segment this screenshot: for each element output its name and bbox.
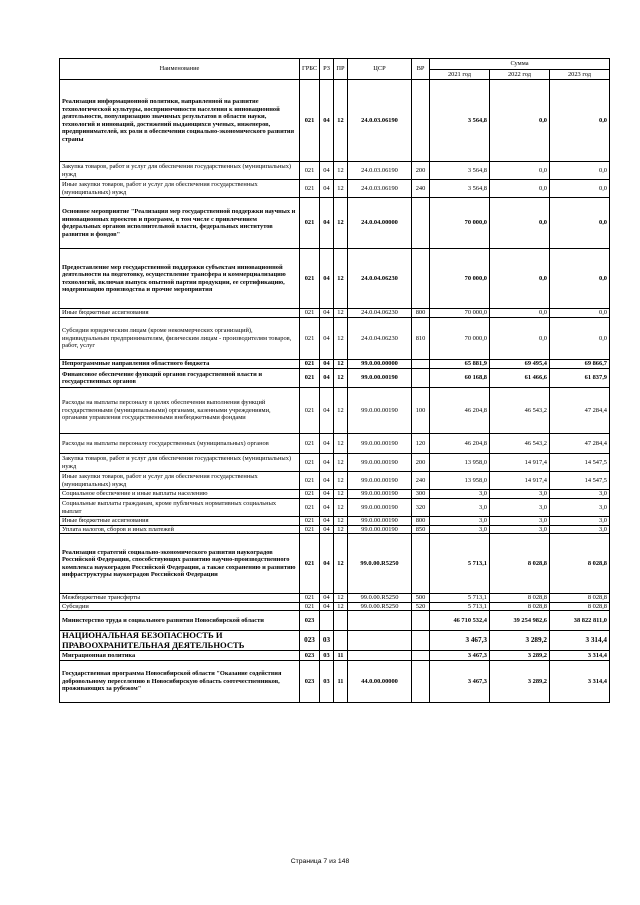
table-row <box>60 249 610 309</box>
row-pr: 12 <box>334 602 348 611</box>
row-sum-2023: 3 314,4 <box>550 651 610 661</box>
row-name: Расходы на выплаты персоналу государственных (муниципальных) органов <box>60 434 300 454</box>
row-pr: 12 <box>334 369 348 388</box>
row-sum-2022: 3 289,2 <box>490 631 550 651</box>
row-sum-2021: 5 713,1 <box>430 534 490 594</box>
row-csr: 44.0.00.00000 <box>348 661 412 703</box>
row-sum-2023: 0,0 <box>550 309 610 318</box>
row-rz: 04 <box>320 318 334 360</box>
row-pr: 12 <box>334 499 348 517</box>
table-row <box>60 499 610 517</box>
row-pr: 12 <box>334 472 348 490</box>
row-name: Предоставление мер государственной поддержки субъектам инновационной деятельности на подготовку, осуществление трансфера и коммерциализацию технологий, включая выпуск опытной партии продукции, ее сертификацию, модернизацию производства и прочие мероприятия <box>60 249 300 309</box>
row-pr: 12 <box>334 525 348 534</box>
row-sum-2021: 3 467,3 <box>430 631 490 651</box>
row-rz: 04 <box>320 80 334 162</box>
row-csr: 99.0.00.00190 <box>348 490 412 499</box>
row-vr: 320 <box>412 499 430 517</box>
table-row <box>60 631 610 651</box>
row-pr: 11 <box>334 661 348 703</box>
row-sum-2021: 3 564,8 <box>430 80 490 162</box>
row-grbs: 021 <box>300 318 320 360</box>
row-rz <box>320 611 334 631</box>
header-year-2022: 2022 год <box>490 70 550 80</box>
row-rz: 04 <box>320 594 334 603</box>
table-row <box>60 517 610 526</box>
row-sum-2022: 39 254 982,6 <box>490 611 550 631</box>
row-sum-2023: 8 028,8 <box>550 534 610 594</box>
row-rz: 04 <box>320 602 334 611</box>
row-grbs: 021 <box>300 525 320 534</box>
row-grbs: 023 <box>300 611 320 631</box>
row-csr: 24.0.04.00000 <box>348 198 412 249</box>
row-csr: 99.0.00.00190 <box>348 388 412 434</box>
header-grbs: ГРБС <box>300 59 320 80</box>
row-pr: 12 <box>334 388 348 434</box>
row-sum-2021: 13 958,0 <box>430 454 490 472</box>
row-vr <box>412 534 430 594</box>
row-csr: 99.0.00.R5250 <box>348 594 412 603</box>
row-rz: 04 <box>320 309 334 318</box>
table-row <box>60 198 610 249</box>
row-csr: 24.0.04.06230 <box>348 249 412 309</box>
row-csr: 99.0.00.00190 <box>348 525 412 534</box>
table-row <box>60 661 610 703</box>
row-sum-2022: 0,0 <box>490 162 550 180</box>
row-vr <box>412 661 430 703</box>
row-sum-2022: 0,0 <box>490 249 550 309</box>
row-csr: 99.0.00.00190 <box>348 369 412 388</box>
row-sum-2022: 0,0 <box>490 198 550 249</box>
row-vr <box>412 360 430 369</box>
table-row <box>60 651 610 661</box>
row-rz: 04 <box>320 490 334 499</box>
row-sum-2023: 0,0 <box>550 162 610 180</box>
row-sum-2023: 3,0 <box>550 499 610 517</box>
row-name: Иные бюджетные ассигнования <box>60 309 300 318</box>
row-grbs: 021 <box>300 198 320 249</box>
row-rz: 04 <box>320 369 334 388</box>
table-row <box>60 611 610 631</box>
row-sum-2022: 3,0 <box>490 499 550 517</box>
row-grbs: 021 <box>300 249 320 309</box>
row-vr: 100 <box>412 388 430 434</box>
row-rz: 03 <box>320 651 334 661</box>
row-name: Социальное обеспечение и иные выплаты населению <box>60 490 300 499</box>
table-row <box>60 490 610 499</box>
row-sum-2022: 3 289,2 <box>490 651 550 661</box>
table-row <box>60 472 610 490</box>
row-pr: 12 <box>334 309 348 318</box>
row-pr <box>334 611 348 631</box>
row-vr: 240 <box>412 472 430 490</box>
row-pr: 12 <box>334 162 348 180</box>
row-vr: 810 <box>412 318 430 360</box>
table-row <box>60 369 610 388</box>
row-pr: 12 <box>334 490 348 499</box>
row-sum-2021: 13 958,0 <box>430 472 490 490</box>
row-sum-2022: 46 543,2 <box>490 434 550 454</box>
row-csr <box>348 631 412 651</box>
row-vr: 850 <box>412 525 430 534</box>
row-sum-2022: 0,0 <box>490 309 550 318</box>
row-rz: 04 <box>320 198 334 249</box>
row-sum-2022: 0,0 <box>490 180 550 198</box>
row-sum-2021: 60 168,8 <box>430 369 490 388</box>
row-sum-2021: 5 713,1 <box>430 602 490 611</box>
header-pr: ПР <box>334 59 348 80</box>
row-sum-2021: 3 564,8 <box>430 162 490 180</box>
row-sum-2023: 0,0 <box>550 180 610 198</box>
row-sum-2022: 61 466,6 <box>490 369 550 388</box>
row-sum-2023: 0,0 <box>550 80 610 162</box>
budget-table <box>59 58 610 703</box>
table-row <box>60 525 610 534</box>
table-row <box>60 594 610 603</box>
row-pr: 12 <box>334 180 348 198</box>
row-grbs: 023 <box>300 651 320 661</box>
row-sum-2021: 46 204,8 <box>430 388 490 434</box>
row-pr: 12 <box>334 534 348 594</box>
row-sum-2022: 8 028,8 <box>490 594 550 603</box>
row-name: Закупка товаров, работ и услуг для обеспечения государственных (муниципальных) нужд <box>60 454 300 472</box>
row-rz: 04 <box>320 499 334 517</box>
row-csr: 99.0.00.R5250 <box>348 534 412 594</box>
row-sum-2022: 14 917,4 <box>490 472 550 490</box>
row-sum-2023: 3,0 <box>550 517 610 526</box>
row-sum-2021: 3,0 <box>430 525 490 534</box>
table-body <box>60 80 610 703</box>
table-row <box>60 80 610 162</box>
row-sum-2022: 3,0 <box>490 517 550 526</box>
row-rz: 04 <box>320 388 334 434</box>
row-sum-2021: 46 710 532,4 <box>430 611 490 631</box>
row-csr: 24.0.03.06190 <box>348 80 412 162</box>
row-name: Реализация стратегий социально-экономического развития наукоградов Российской Федерации, способствующих развитию научно-производственного комплекса наукоградов Российской Федерации, а также сохранению и развитию инфраструктуры наукоградов Российской Федерации <box>60 534 300 594</box>
table-row <box>60 318 610 360</box>
row-grbs: 021 <box>300 517 320 526</box>
row-pr: 12 <box>334 80 348 162</box>
row-pr: 12 <box>334 360 348 369</box>
table-row <box>60 162 610 180</box>
row-rz: 04 <box>320 472 334 490</box>
row-csr: 99.0.00.00000 <box>348 360 412 369</box>
row-csr: 99.0.00.00190 <box>348 434 412 454</box>
row-rz: 04 <box>320 249 334 309</box>
table-row <box>60 388 610 434</box>
row-csr <box>348 651 412 661</box>
row-grbs: 021 <box>300 360 320 369</box>
row-sum-2021: 70 000,0 <box>430 249 490 309</box>
table-row <box>60 434 610 454</box>
header-year-2021: 2021 год <box>430 70 490 80</box>
row-grbs: 021 <box>300 499 320 517</box>
row-sum-2023: 14 547,5 <box>550 454 610 472</box>
budget-table-sheet <box>59 58 609 703</box>
row-name: Иные закупки товаров, работ и услуг для обеспечения государственных (муниципальных) нужд <box>60 180 300 198</box>
row-vr: 800 <box>412 309 430 318</box>
row-sum-2022: 3 289,2 <box>490 661 550 703</box>
row-csr: 99.0.00.R5250 <box>348 602 412 611</box>
row-sum-2023: 8 028,8 <box>550 594 610 603</box>
row-pr: 12 <box>334 517 348 526</box>
row-rz: 03 <box>320 661 334 703</box>
table-row <box>60 454 610 472</box>
row-vr: 800 <box>412 517 430 526</box>
row-vr: 200 <box>412 454 430 472</box>
row-sum-2023: 0,0 <box>550 249 610 309</box>
row-name: Межбюджетные трансферты <box>60 594 300 603</box>
row-sum-2021: 3 467,3 <box>430 651 490 661</box>
row-sum-2022: 8 028,8 <box>490 534 550 594</box>
row-sum-2023: 0,0 <box>550 318 610 360</box>
row-vr <box>412 651 430 661</box>
row-vr: 300 <box>412 490 430 499</box>
row-sum-2021: 3 564,8 <box>430 180 490 198</box>
row-pr: 12 <box>334 594 348 603</box>
row-name: Непрограммные направления областного бюджета <box>60 360 300 369</box>
row-rz: 04 <box>320 180 334 198</box>
row-name: Реализация информационной политики, направленной на развитие технологической культуры, восприимчивости населения к инновационной деятельности, популяризацию значимых результатов в области науки, технологий и инноваций, достижений выдающихся ученых, инженеров, предпринимателей, их роли в обеспечении социально-экономического развития страны <box>60 80 300 162</box>
row-sum-2022: 46 543,2 <box>490 388 550 434</box>
row-name: Уплата налогов, сборов и иных платежей <box>60 525 300 534</box>
row-sum-2023: 61 837,9 <box>550 369 610 388</box>
row-name: НАЦИОНАЛЬНАЯ БЕЗОПАСНОСТЬ И ПРАВООХРАНИТЕЛЬНАЯ ДЕЯТЕЛЬНОСТЬ <box>60 631 300 651</box>
row-grbs: 021 <box>300 454 320 472</box>
row-csr: 24.0.03.06190 <box>348 162 412 180</box>
row-csr: 99.0.00.00190 <box>348 499 412 517</box>
row-pr <box>334 631 348 651</box>
row-sum-2023: 3,0 <box>550 525 610 534</box>
row-sum-2021: 3,0 <box>430 490 490 499</box>
row-rz: 04 <box>320 454 334 472</box>
row-csr: 99.0.00.00190 <box>348 472 412 490</box>
row-sum-2023: 47 284,4 <box>550 388 610 434</box>
row-name: Субсидии <box>60 602 300 611</box>
row-sum-2021: 70 000,0 <box>430 318 490 360</box>
row-vr <box>412 631 430 651</box>
row-name: Закупка товаров, работ и услуг для обеспечения государственных (муниципальных) нужд <box>60 162 300 180</box>
row-name: Иные закупки товаров, работ и услуг для обеспечения государственных (муниципальных) нужд <box>60 472 300 490</box>
row-vr <box>412 80 430 162</box>
row-name: Финансовое обеспечение функций органов государственной власти и государственных органов <box>60 369 300 388</box>
row-vr <box>412 198 430 249</box>
row-sum-2021: 3 467,3 <box>430 661 490 703</box>
row-sum-2021: 46 204,8 <box>430 434 490 454</box>
header-rz: РЗ <box>320 59 334 80</box>
row-grbs: 021 <box>300 490 320 499</box>
row-sum-2021: 3,0 <box>430 517 490 526</box>
row-pr: 12 <box>334 318 348 360</box>
row-name: Министерство труда и социального развития Новосибирской области <box>60 611 300 631</box>
table-row <box>60 309 610 318</box>
header-sum: Сумма <box>430 59 610 70</box>
row-vr: 520 <box>412 602 430 611</box>
page-number: Страница 7 из 148 <box>290 858 350 865</box>
row-sum-2022: 0,0 <box>490 318 550 360</box>
row-vr: 240 <box>412 180 430 198</box>
header-vr: ВР <box>412 59 430 80</box>
row-sum-2023: 0,0 <box>550 198 610 249</box>
row-csr: 24.0.03.06190 <box>348 180 412 198</box>
table-row <box>60 602 610 611</box>
row-grbs: 021 <box>300 388 320 434</box>
row-name: Государственная программа Новосибирской области "Оказание содействия добровольному переселению в Новосибирскую область соотечественников, проживающих за рубежом" <box>60 661 300 703</box>
row-rz: 04 <box>320 534 334 594</box>
row-sum-2022: 8 028,8 <box>490 602 550 611</box>
row-sum-2022: 0,0 <box>490 80 550 162</box>
row-sum-2023: 47 284,4 <box>550 434 610 454</box>
row-vr <box>412 369 430 388</box>
header-csr: ЦСР <box>348 59 412 80</box>
row-grbs: 021 <box>300 369 320 388</box>
row-csr: 24.0.04.06230 <box>348 309 412 318</box>
row-grbs: 021 <box>300 472 320 490</box>
row-grbs: 023 <box>300 631 320 651</box>
row-rz: 04 <box>320 434 334 454</box>
row-vr: 120 <box>412 434 430 454</box>
row-sum-2023: 3 314,4 <box>550 661 610 703</box>
row-pr: 12 <box>334 198 348 249</box>
row-grbs: 021 <box>300 162 320 180</box>
header-year-2023: 2023 год <box>550 70 610 80</box>
row-sum-2023: 69 866,7 <box>550 360 610 369</box>
row-sum-2022: 3,0 <box>490 490 550 499</box>
row-csr: 99.0.00.00190 <box>348 517 412 526</box>
row-csr: 99.0.00.00190 <box>348 454 412 472</box>
row-rz: 04 <box>320 360 334 369</box>
row-grbs: 021 <box>300 180 320 198</box>
row-grbs: 021 <box>300 434 320 454</box>
row-vr <box>412 249 430 309</box>
row-rz: 04 <box>320 525 334 534</box>
row-name: Субсидии юридическим лицам (кроме некоммерческих организаций), индивидуальным предпринимателям, физическим лицам - производителям товаров, работ, услуг <box>60 318 300 360</box>
header-name: Наименование <box>60 59 300 80</box>
row-pr: 12 <box>334 454 348 472</box>
row-vr <box>412 611 430 631</box>
row-sum-2023: 38 822 811,0 <box>550 611 610 631</box>
row-sum-2023: 14 547,5 <box>550 472 610 490</box>
row-grbs: 021 <box>300 602 320 611</box>
row-grbs: 021 <box>300 309 320 318</box>
row-name: Социальные выплаты гражданам, кроме публичных нормативных социальных выплат <box>60 499 300 517</box>
row-sum-2021: 3,0 <box>430 499 490 517</box>
row-vr: 500 <box>412 594 430 603</box>
row-grbs: 021 <box>300 534 320 594</box>
row-name: Иные бюджетные ассигнования <box>60 517 300 526</box>
row-sum-2023: 8 028,8 <box>550 602 610 611</box>
row-rz: 04 <box>320 517 334 526</box>
row-pr: 12 <box>334 249 348 309</box>
row-pr: 11 <box>334 651 348 661</box>
row-rz: 03 <box>320 631 334 651</box>
row-rz: 04 <box>320 162 334 180</box>
row-sum-2021: 65 881,9 <box>430 360 490 369</box>
row-sum-2022: 69 495,4 <box>490 360 550 369</box>
row-name: Миграционная политика <box>60 651 300 661</box>
table-row <box>60 180 610 198</box>
row-name: Основное мероприятие "Реализация мер государственной поддержки научных и инновационных проектов и программ, в том числе с привлечением федеральных органов исполнительной власти, федеральных институтов развития и фондов" <box>60 198 300 249</box>
row-sum-2021: 70 000,0 <box>430 198 490 249</box>
row-sum-2022: 14 917,4 <box>490 454 550 472</box>
row-sum-2022: 3,0 <box>490 525 550 534</box>
row-name: Расходы на выплаты персоналу в целях обеспечения выполнения функций государственными (муниципальными) органами, казенными учреждениями, органами управления государственными внебюджетными фондами <box>60 388 300 434</box>
row-sum-2021: 70 000,0 <box>430 309 490 318</box>
row-csr: 24.0.04.06230 <box>348 318 412 360</box>
row-grbs: 021 <box>300 80 320 162</box>
row-sum-2021: 5 713,1 <box>430 594 490 603</box>
row-sum-2023: 3 314,4 <box>550 631 610 651</box>
row-vr: 200 <box>412 162 430 180</box>
table-row <box>60 534 610 594</box>
row-grbs: 021 <box>300 594 320 603</box>
row-sum-2023: 3,0 <box>550 490 610 499</box>
row-grbs: 023 <box>300 661 320 703</box>
row-csr <box>348 611 412 631</box>
table-row <box>60 360 610 369</box>
row-pr: 12 <box>334 434 348 454</box>
